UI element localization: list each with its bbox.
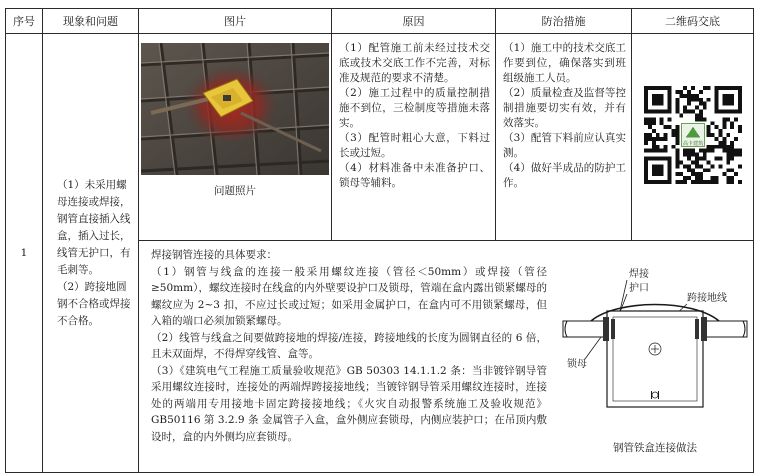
header-row (6, 9, 754, 34)
detail-cell (139, 241, 754, 473)
measure-item-2: （2）质量检查及监督等控制措施要切实有效，并有效落实。 (503, 87, 626, 129)
detail-item-3: （3）《建筑电气工程施工质量验收规范》GB 50303 14.1.1.2 条：当非镀锌钢导管采用螺纹连接时，连接处的两端焊跨接接地线；当镀锌钢导管采用螺纹连接时，连接处的两端用专用接地卡固定跨接接地线；《火灾自动报警系统施工及验收规范》GB50116 第 3.2.9 条 金属管子入盒，盒外侧应套锁母，内侧应装护口；在吊顶内敷设时，盒的内外侧均应套锁母。 (151, 364, 547, 443)
detail-text (151, 247, 547, 445)
header-index: 序号 (6, 9, 43, 34)
table-row (6, 34, 754, 241)
conduit-box-diagram (557, 245, 753, 465)
qr-logo-text: 高卡建筑 (682, 140, 703, 147)
label-nut: 锁母 (567, 359, 587, 370)
cause-item-2: （2）施工过程中的质量控制措施不到位，三检制度等措施未落实。 (339, 87, 490, 129)
label-weld: 焊接 (629, 269, 649, 280)
label-guard: 护口 (629, 283, 649, 294)
qr-code[interactable] (644, 86, 742, 184)
phenomenon-cell (43, 34, 139, 473)
header-phenomenon: 现象和问题 (43, 9, 139, 34)
phenomenon-item-1: （1）未采用螺母连接或焊接，钢管直接插入线盒，插入过长，线管无护口，有毛刺等。 (57, 178, 131, 276)
phenomenon-item-2: （2）跨接地圆钢不合格或焊接不合格。 (57, 280, 131, 327)
cause-item-3: （3）配管时粗心大意，下料过长或过短。 (339, 132, 490, 159)
measure-item-1: （1）施工中的技术交底工作要到位，确保落实到班组级施工人员。 (503, 42, 626, 84)
detail-item-1: （1）钢管与线盒的连接一般采用螺纹连接（管径＜50mm）或焊接（管径≥50mm），螺纹连接时在线盒的内外壁要设护口及锁母，管端在盒内露出锁紧螺母的螺纹应为 2~3 扣，不应过长或过短；如采用金属护口，在盒内可不用锁紧螺母，但入箱的端口必须加锁紧螺母。 (151, 265, 547, 327)
measures-cell (496, 34, 632, 241)
row-index: 1 (6, 34, 43, 473)
photo-caption: 问题照片 (214, 185, 256, 197)
detail-title: 焊接钢管连接的具体要求： (151, 249, 277, 261)
photo-cell (139, 34, 332, 241)
cause-item-1: （1）配管施工前未经过技术交底或技术交底工作不完善，对标准及规范的要求不清楚。 (339, 42, 490, 84)
measure-item-3: （3）配管下料前应认真实测。 (503, 132, 626, 159)
header-qr: 二维码交底 (632, 9, 754, 34)
quality-issue-table (5, 8, 754, 473)
measure-item-4: （4）做好半成品的防护工作。 (503, 162, 626, 189)
cause-item-4: （4）材料准备中未准备护口、锁母等辅料。 (339, 162, 490, 189)
qr-cell (632, 34, 754, 241)
top-cutoff-strip (0, 0, 760, 6)
label-ground: 跨接地线 (687, 293, 727, 304)
detail-item-2: （2）线管与线盒之间要做跨接地的焊接/连接，跨接地线的长度为圆钢直径的 6 倍，且未双面焊，不得焊穿线管、盒等。 (151, 331, 547, 360)
diagram-caption: 钢管铁盒连接做法 (613, 442, 697, 454)
cause-cell (332, 34, 496, 241)
problem-photo (141, 43, 329, 175)
header-photo: 图片 (139, 9, 332, 34)
header-measures: 防治措施 (496, 9, 632, 34)
header-cause: 原因 (332, 9, 496, 34)
